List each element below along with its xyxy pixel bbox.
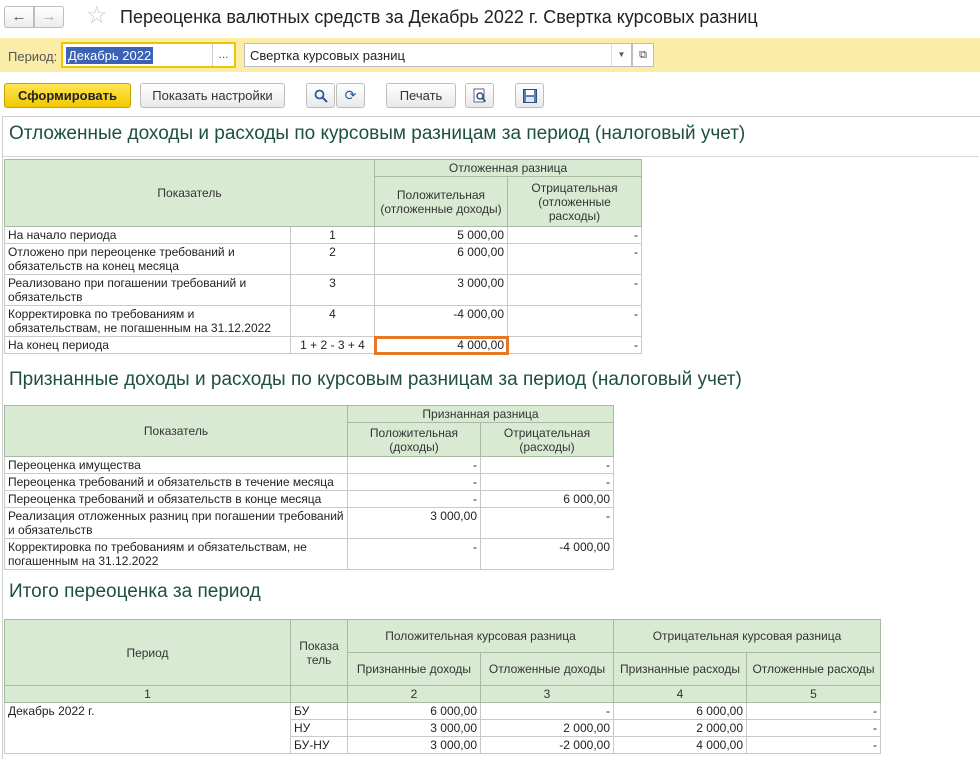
table-row bbox=[5, 703, 881, 720]
row-col5[interactable]: - bbox=[747, 703, 881, 720]
row-col2[interactable]: 3 000,00 bbox=[348, 737, 481, 754]
column-number: 3 bbox=[481, 686, 614, 703]
row-name: Переоценка требований и обязательств в конце месяца bbox=[5, 491, 348, 508]
period-bar bbox=[0, 38, 980, 72]
row-name: Корректировка по требованиям и обязательствам, не погашенным на 31.12.2022 bbox=[5, 306, 291, 337]
row-col5[interactable]: - bbox=[747, 737, 881, 754]
header-negative-recognized: Признанные расходы bbox=[614, 653, 747, 686]
search-icon[interactable] bbox=[306, 83, 335, 108]
row-code: 1 bbox=[291, 227, 375, 244]
report-area bbox=[2, 116, 980, 759]
row-negative[interactable]: - bbox=[508, 306, 642, 337]
save-icon[interactable] bbox=[515, 83, 544, 108]
report-variant-value: Свертка курсовых разниц bbox=[250, 48, 405, 63]
table-row bbox=[5, 474, 614, 491]
row-negative[interactable]: - bbox=[481, 457, 614, 474]
row-negative[interactable]: - bbox=[508, 227, 642, 244]
header-period: Период bbox=[5, 620, 291, 686]
row-indicator: БУ-НУ bbox=[291, 737, 348, 754]
row-positive[interactable]: - bbox=[348, 474, 481, 491]
row-name: На начало периода bbox=[5, 227, 291, 244]
header-recognized-group: Признанная разница bbox=[348, 406, 614, 423]
row-name: Реализовано при погашении требований и обязательств bbox=[5, 275, 291, 306]
row-name: На конец периода bbox=[5, 337, 291, 354]
generate-button[interactable]: Сформировать bbox=[4, 83, 131, 108]
header-negative: Отрицательная (отложенные расходы) bbox=[508, 177, 642, 227]
header-positive: Положительная (доходы) bbox=[348, 423, 481, 457]
table-row bbox=[5, 508, 614, 539]
row-positive[interactable]: 5 000,00 bbox=[375, 227, 508, 244]
header-indicator: Показа тель bbox=[291, 620, 348, 686]
toolbar bbox=[0, 76, 980, 114]
row-col4[interactable]: 2 000,00 bbox=[614, 720, 747, 737]
table-row bbox=[5, 491, 614, 508]
recognized-differences-table bbox=[4, 405, 614, 570]
row-col3[interactable]: 2 000,00 bbox=[481, 720, 614, 737]
header-positive-deferred: Отложенные доходы bbox=[481, 653, 614, 686]
row-positive[interactable]: 3 000,00 bbox=[375, 275, 508, 306]
header-indicator: Показатель bbox=[5, 160, 375, 227]
header-negative-group: Отрицательная курсовая разница bbox=[614, 620, 881, 653]
row-negative[interactable]: - bbox=[481, 508, 614, 539]
row-col5[interactable]: - bbox=[747, 720, 881, 737]
window-title: Переоценка валютных средств за Декабрь 2022 г. Свертка курсовых разниц bbox=[120, 7, 758, 27]
table-row bbox=[5, 457, 614, 474]
row-code: 3 bbox=[291, 275, 375, 306]
favorite-star-icon[interactable]: ☆ bbox=[86, 2, 108, 29]
back-arrow-icon[interactable]: ← bbox=[4, 6, 34, 28]
header-positive: Положительная (отложенные доходы) bbox=[375, 177, 508, 227]
title-bar bbox=[0, 0, 980, 36]
column-number: 2 bbox=[348, 686, 481, 703]
row-positive[interactable]: -4 000,00 bbox=[375, 306, 508, 337]
row-code: 2 bbox=[291, 244, 375, 275]
header-positive-recognized: Признанные доходы bbox=[348, 653, 481, 686]
period-label: Период: bbox=[8, 49, 58, 64]
period-value[interactable]: Декабрь 2022 bbox=[68, 48, 152, 63]
row-positive-selected[interactable]: 4 000,00 bbox=[375, 337, 508, 354]
open-variant-icon[interactable]: ⧉ bbox=[632, 43, 654, 67]
preview-icon[interactable] bbox=[465, 83, 494, 108]
row-negative[interactable]: - bbox=[508, 337, 642, 354]
row-indicator: НУ bbox=[291, 720, 348, 737]
deferred-differences-table bbox=[4, 159, 642, 354]
row-code: 1 + 2 - 3 + 4 bbox=[291, 337, 375, 354]
row-name: Переоценка требований и обязательств в течение месяца bbox=[5, 474, 348, 491]
section3-title: Итого переоценка за период bbox=[9, 581, 261, 602]
search-icon-graphic bbox=[314, 89, 328, 103]
row-positive[interactable]: - bbox=[348, 491, 481, 508]
row-negative[interactable]: - bbox=[508, 275, 642, 306]
row-name: Реализация отложенных разниц при погашении требований и обязательств bbox=[5, 508, 348, 539]
row-col4[interactable]: 4 000,00 bbox=[614, 737, 747, 754]
report-variant-select[interactable] bbox=[244, 43, 632, 67]
chevron-down-icon[interactable]: ▼ bbox=[611, 44, 631, 66]
row-code: 4 bbox=[291, 306, 375, 337]
header-positive-group: Положительная курсовая разница bbox=[348, 620, 614, 653]
column-number: 4 bbox=[614, 686, 747, 703]
section2-title: Признанные доходы и расходы по курсовым разницам за период (налоговый учет) bbox=[9, 369, 742, 390]
column-number bbox=[291, 686, 348, 703]
row-positive[interactable]: 3 000,00 bbox=[348, 508, 481, 539]
row-negative[interactable]: - bbox=[481, 474, 614, 491]
table-row bbox=[5, 227, 642, 244]
show-settings-button[interactable]: Показать настройки bbox=[140, 83, 285, 108]
table-row bbox=[5, 244, 642, 275]
row-name: Переоценка имущества bbox=[5, 457, 348, 474]
total-revaluation-table bbox=[4, 619, 881, 754]
column-number: 5 bbox=[747, 686, 881, 703]
row-negative[interactable]: 6 000,00 bbox=[481, 491, 614, 508]
header-negative: Отрицательная (расходы) bbox=[481, 423, 614, 457]
save-icon-graphic bbox=[523, 89, 537, 103]
period-cell[interactable]: Декабрь 2022 г. bbox=[5, 703, 291, 754]
row-col4[interactable]: 6 000,00 bbox=[614, 703, 747, 720]
table-row bbox=[5, 306, 642, 337]
table-row bbox=[5, 337, 642, 354]
period-choose-button[interactable]: ... bbox=[212, 44, 234, 66]
period-input[interactable] bbox=[61, 42, 236, 68]
row-positive[interactable]: - bbox=[348, 539, 481, 570]
row-negative[interactable]: - bbox=[508, 244, 642, 275]
row-col3[interactable]: -2 000,00 bbox=[481, 737, 614, 754]
preview-icon-graphic bbox=[473, 88, 487, 104]
header-negative-deferred: Отложенные расходы bbox=[747, 653, 881, 686]
row-name: Отложено при переоценке требований и обязательств на конец месяца bbox=[5, 244, 291, 275]
row-negative[interactable]: -4 000,00 bbox=[481, 539, 614, 570]
section1-divider bbox=[3, 156, 979, 157]
forward-arrow-icon[interactable]: → bbox=[34, 6, 64, 28]
refresh-search-icon[interactable]: ⟳ bbox=[336, 83, 365, 108]
row-col2[interactable]: 6 000,00 bbox=[348, 703, 481, 720]
row-positive[interactable]: 6 000,00 bbox=[375, 244, 508, 275]
row-indicator: БУ bbox=[291, 703, 348, 720]
table-row bbox=[5, 539, 614, 570]
section1-title: Отложенные доходы и расходы по курсовым разницам за период (налоговый учет) bbox=[9, 123, 746, 144]
row-name: Корректировка по требованиям и обязательствам, не погашенным на 31.12.2022 bbox=[5, 539, 348, 570]
header-deferred-group: Отложенная разница bbox=[375, 160, 642, 177]
row-col3[interactable]: - bbox=[481, 703, 614, 720]
table-row bbox=[5, 275, 642, 306]
row-col2[interactable]: 3 000,00 bbox=[348, 720, 481, 737]
header-indicator: Показатель bbox=[5, 406, 348, 457]
print-button[interactable]: Печать bbox=[386, 83, 456, 108]
column-number: 1 bbox=[5, 686, 291, 703]
row-positive[interactable]: - bbox=[348, 457, 481, 474]
